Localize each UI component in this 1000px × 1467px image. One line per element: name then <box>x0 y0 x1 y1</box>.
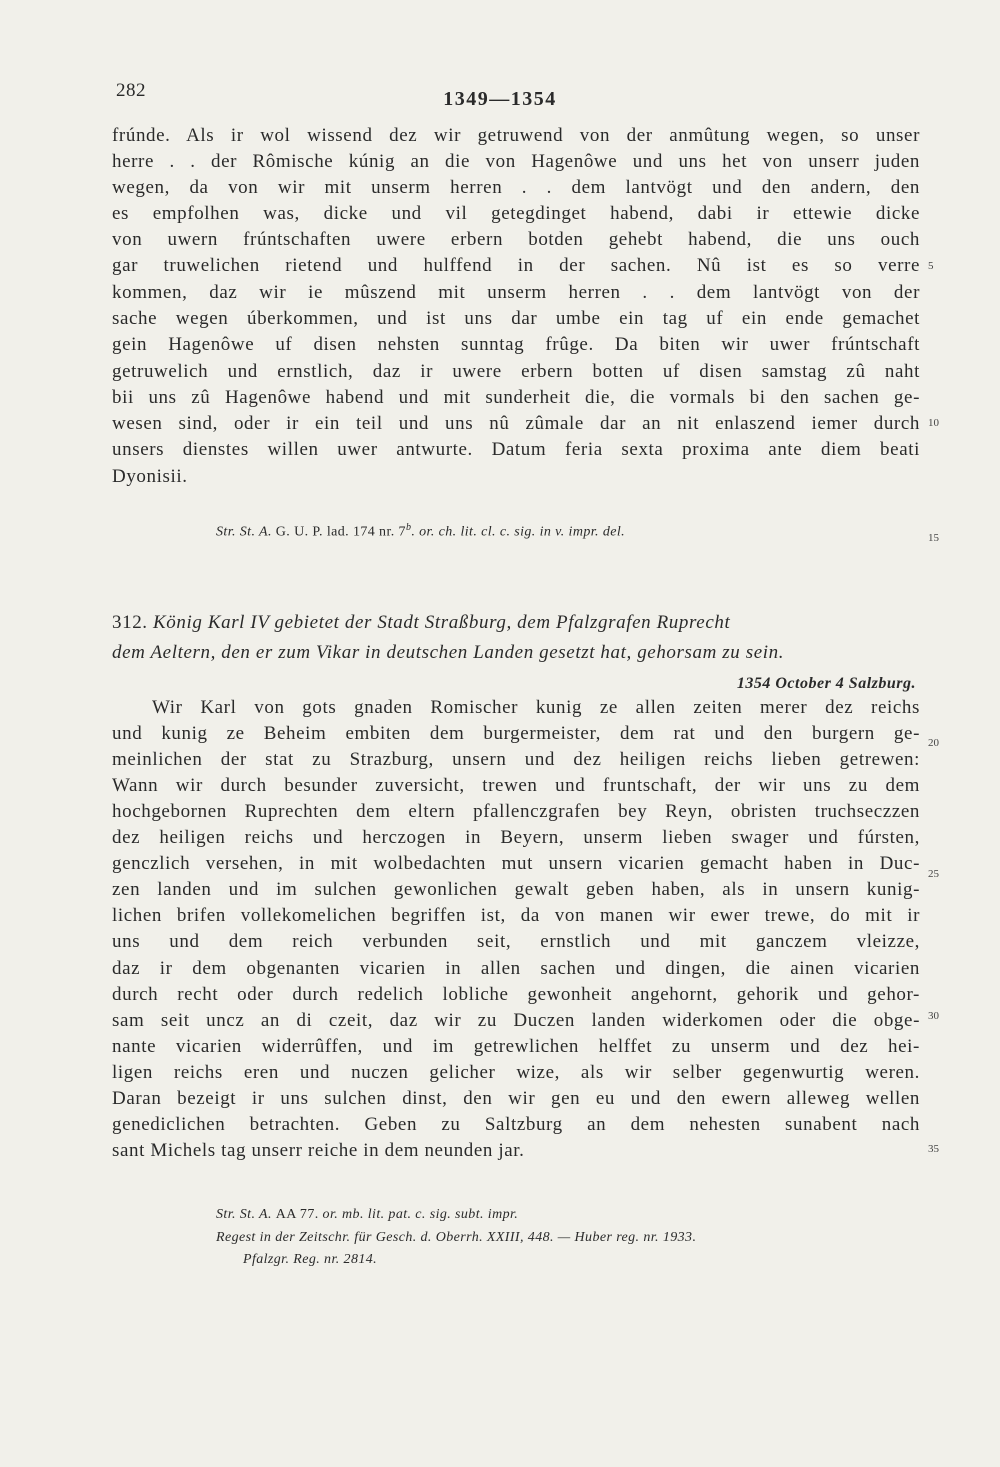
text-line: sache wegen úberkommen, und ist uns dar umbe ein tag uf ein ende gemachet <box>112 308 920 329</box>
text-line: genediclichen betrachten. Geben zu Saltzburg an dem nehesten sunabent nach <box>112 1114 920 1135</box>
margin-line-number: 15 <box>928 532 939 544</box>
citation-archive: Str. St. A. <box>216 524 276 540</box>
regest-heading-line: dem Aeltern, den er zum Vikar in deutschen Landen gesetzt hat, gehorsam zu sein. <box>112 642 785 663</box>
regest-heading-line <box>112 612 920 634</box>
text-line: Wir Karl von gots gnaden Romischer kunig ze allen zeiten merer dez reichs <box>152 697 920 718</box>
running-header: 1349—1354 <box>443 88 557 110</box>
text-line: hochgebornen Ruprechten dem eltern pfallenczgrafen bey Reyn, obristen truchseczzen <box>112 801 920 822</box>
text-line: und kunig ze Beheim embiten dem burgermeister, dem rat und den burgern ge- <box>112 723 920 744</box>
citation-archive: Str. St. A. <box>216 1207 276 1222</box>
text-line: herre . . der Rômische kúnig an die von Hagenôwe und uns het von unserr juden <box>112 151 920 172</box>
text-line: nante vicarien widerrûffen, und im getrewlichen helffet zu unserm und dez hei- <box>112 1036 920 1057</box>
page-number: 282 <box>116 80 146 101</box>
citation-description: or. mb. lit. pat. c. sig. subt. impr. <box>318 1207 519 1222</box>
text-line: sant Michels tag unserr reiche in dem neunden jar. <box>112 1140 525 1161</box>
citation-shelfmark: AA 77. <box>275 1207 319 1222</box>
text-line: daz ir dem obgenanten vicarien in allen sachen und dingen, die ainen vicarien <box>112 958 920 979</box>
text-line: gein Hagenôwe uf disen nehsten sunntag frûge. Da biten wir uwer frúntschaft <box>112 334 920 355</box>
text-line: getruwelich und ernstlich, daz ir uwere erbern botten uf disen samstag zû naht <box>112 361 920 382</box>
margin-line-number: 10 <box>928 417 939 429</box>
text-line: unsers dienstes willen uwer antwurte. Datum feria sexta proxima ante diem beati <box>112 439 920 460</box>
margin-line-number: 35 <box>928 1143 939 1155</box>
citation-regest: Pfalzgr. Reg. nr. 2814. <box>243 1252 378 1267</box>
margin-line-number: 25 <box>928 868 939 880</box>
text-line: kommen, daz wir ie mûszend mit unserm herren . . dem lantvögt von der <box>112 282 920 303</box>
text-line: zen landen und im sulchen gewonlichen gewalt geben haben, als in unsern kunig- <box>112 879 920 900</box>
regest-text: König Karl IV gebietet der Stadt Straßburg, dem Pfalzgrafen Ruprecht <box>153 612 731 633</box>
citation-superscript: b <box>405 522 412 533</box>
text-line: sam seit uncz an di czeit, daz wir zu Duczen landen widerkomen oder die obge- <box>112 1010 920 1031</box>
text-line: bii uns zû Hagenôwe habend und mit sunderheit die, die vormals bi den sachen ge- <box>112 387 920 408</box>
citation-regest: Regest in der Zeitschr. für Gesch. d. Oberrh. XXIII, 448. — Huber reg. nr. 1933. <box>216 1230 697 1245</box>
source-citation <box>216 522 625 541</box>
margin-line-number: 20 <box>928 737 939 749</box>
margin-line-number: 30 <box>928 1010 939 1022</box>
text-line: Dyonisii. <box>112 466 188 487</box>
text-line: gar truwelichen rietend und hulffend in der sachen. Nû ist es so verre <box>112 255 920 276</box>
margin-line-number: 5 <box>928 260 934 272</box>
citation-shelfmark: G. U. P. lad. 174 nr. 7 <box>275 524 406 540</box>
text-line: meinlichen der stat zu Strazburg, unsern und dez heiligen reichs lieben getrewen: <box>112 749 920 770</box>
text-line: von uwern frúntschaften uwere erbern botden gehebt habend, die uns ouch <box>112 229 920 250</box>
text-line: genczlich versehen, in mit wolbedachten mut unsern vicarien gemacht haben in Duc- <box>112 853 920 874</box>
text-line: lichen brifen vollekomelichen begriffen ist, da von manen wir ewer trewe, do mit ir <box>112 905 920 926</box>
text-line: Daran bezeigt ir uns sulchen dinst, den wir gen eu und den ewern alleweg wellen <box>112 1088 920 1109</box>
text-line: es empfolhen was, dicke und vil getegdinget habend, dabi ir ettewie dicke <box>112 203 920 224</box>
document-date: 1354 October 4 Salzburg. <box>736 675 916 692</box>
source-citation <box>216 1207 518 1223</box>
text-line: durch recht oder durch redelich lobliche gewonheit angehornt, gehorik und gehor- <box>112 984 920 1005</box>
text-line: frúnde. Als ir wol wissend dez wir getruwend von der anmûtung wegen, so unser <box>112 125 920 146</box>
document-number: 312. <box>112 612 148 633</box>
citation-description: . or. ch. lit. cl. c. sig. in v. impr. del. <box>411 524 626 540</box>
text-line: ligen reichs eren und nuczen gelicher wize, als wir selber gegenwurtig weren. <box>112 1062 920 1083</box>
text-line: uns und dem reich verbunden seit, ernstlich und mit ganczem vleizze, <box>112 931 920 952</box>
text-line: Wann wir durch besunder zuversicht, trewen und fruntschaft, der wir uns zu dem <box>112 775 920 796</box>
text-line: wesen sind, oder ir ein teil und uns nû zûmale dar an nit enlaszend iemer durch <box>112 413 920 434</box>
text-line: wegen, da von wir mit unserm herren . . dem lantvögt und den andern, den <box>112 177 920 198</box>
text-line: dez heiligen reichs und herczogen in Beyern, unserm lieben swager und fúrsten, <box>112 827 920 848</box>
